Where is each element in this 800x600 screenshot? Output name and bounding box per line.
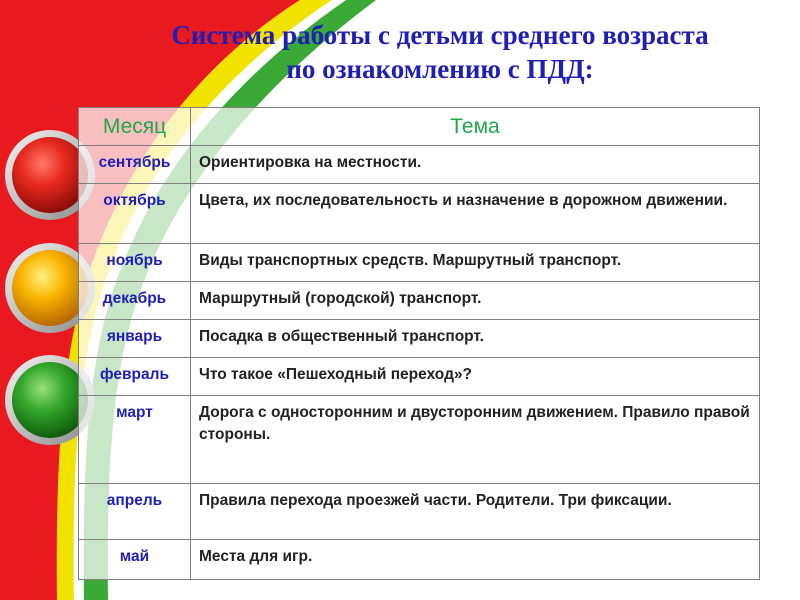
month-cell: декабрь — [79, 282, 191, 320]
table-row — [79, 282, 760, 320]
topic-cell: Посадка в общественный транспорт. — [191, 320, 760, 358]
topic-cell: Правила перехода проезжей части. Родители. Три фиксации. — [191, 484, 760, 540]
topic-cell: Маршрутный (городской) транспорт. — [191, 282, 760, 320]
topic-cell: Дорога с односторонним и двусторонним движением. Правило правой стороны. — [191, 396, 760, 484]
topic-cell: Что такое «Пешеходный переход»? — [191, 358, 760, 396]
title-line-1: Система работы с детьми среднего возраста — [171, 20, 709, 50]
table-row — [79, 146, 760, 184]
table-row — [79, 396, 760, 484]
topic-cell: Цвета, их последовательность и назначение в дорожном движении. — [191, 184, 760, 244]
table-row — [79, 358, 760, 396]
month-cell: май — [79, 540, 191, 580]
table-row — [79, 244, 760, 282]
table-row — [79, 320, 760, 358]
table-row — [79, 484, 760, 540]
month-cell: октябрь — [79, 184, 191, 244]
schedule-table — [78, 107, 760, 580]
table-row — [79, 540, 760, 580]
topic-cell: Виды транспортных средств. Маршрутный транспорт. — [191, 244, 760, 282]
month-cell: сентябрь — [79, 146, 191, 184]
table-row — [79, 184, 760, 244]
topic-cell: Ориентировка на местности. — [191, 146, 760, 184]
page-title — [80, 18, 800, 86]
title-line-2: по ознакомлению с ПДД: — [286, 54, 594, 84]
month-cell: апрель — [79, 484, 191, 540]
topic-cell: Места для игр. — [191, 540, 760, 580]
header-month: Месяц — [79, 108, 191, 146]
month-cell: март — [79, 396, 191, 484]
month-cell: январь — [79, 320, 191, 358]
table-header-row — [79, 108, 760, 146]
header-topic: Тема — [191, 108, 760, 146]
month-cell: ноябрь — [79, 244, 191, 282]
month-cell: февраль — [79, 358, 191, 396]
